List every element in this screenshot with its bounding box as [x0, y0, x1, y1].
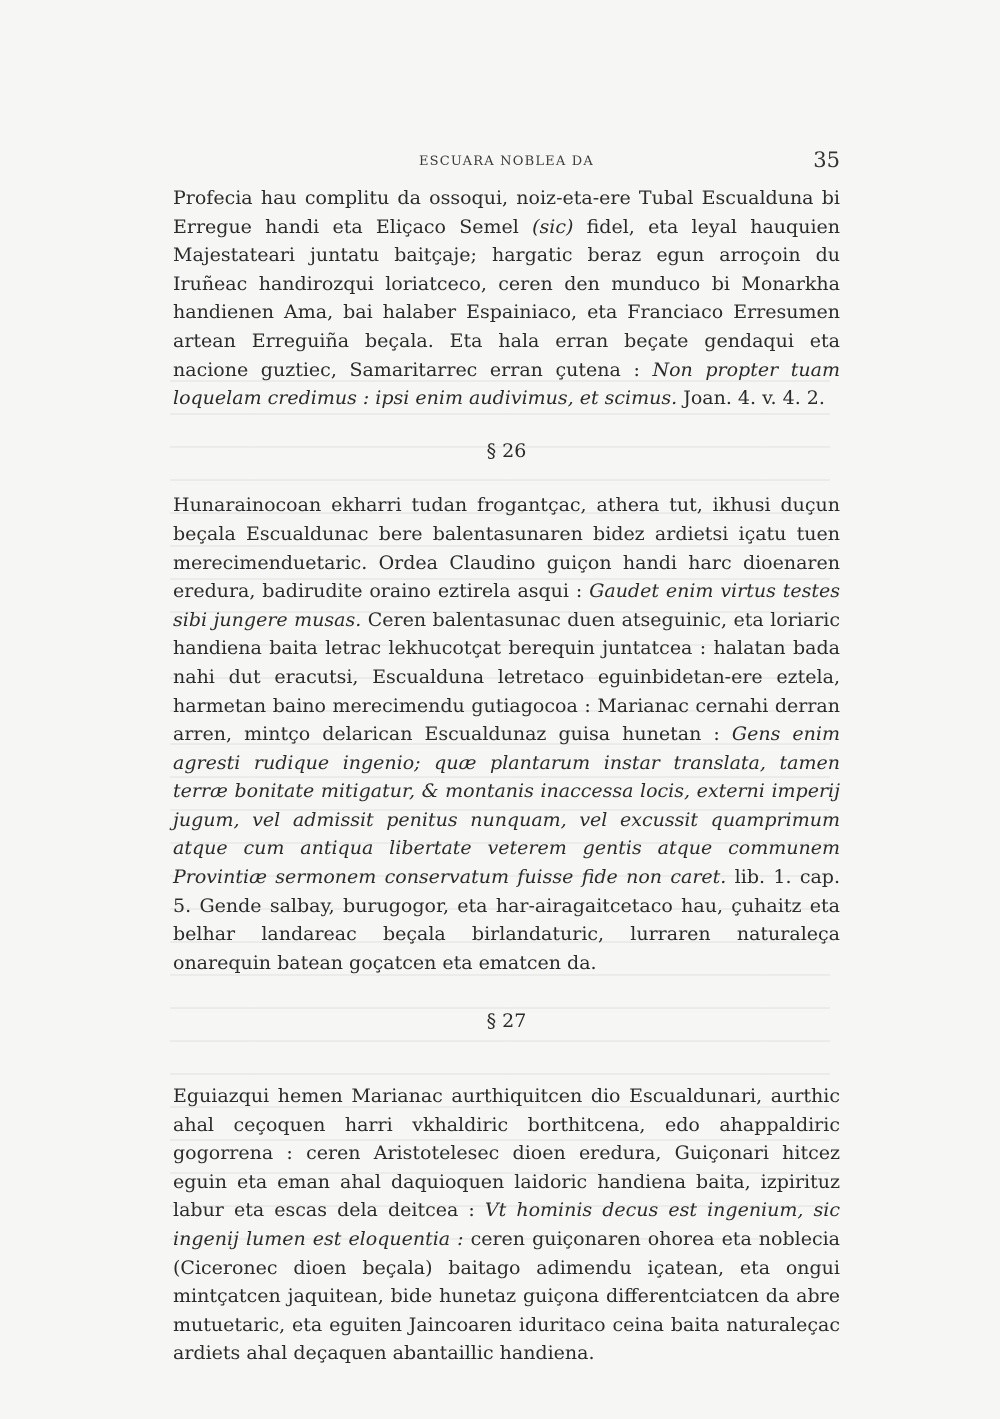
paragraph-2 — [173, 491, 840, 977]
paragraph-3-text-b: ceren guiçonaren ohorea eta noblecia (Ciceronec dioen beçala) baitago adimendu içatean, eta ongui mintçatcen jaquitean, bide hunetaz guiçona differentciatcen da abre mutuetaric, eta eguiten Jaincoaren iduritaco ceina baita naturaleçac ardiets ahal deçaquen abantaillic handiena. — [173, 1228, 841, 1365]
paragraph-1-sic: (sic) — [532, 215, 574, 238]
running-head: ESCUARA NOBLEA DA — [418, 154, 595, 169]
paragraph-3-text-a: Eguiazqui hemen Marianac aurthiquitcen dio Escualdunari, aurthic ahal ceçoquen harri vkhaldiric borthitcena, edo ahappaldiric gogorrena : ceren Aristotelesec dioen eredura, Guiçonari hitcez eguin eta eman ahal daquioquen laidoric handiena baita, izpirituz labur eta escas dela deitcea : — [173, 1085, 840, 1222]
paragraph-1 — [173, 184, 840, 413]
paragraph-1-latin-quote: Non propter tuam loquelam credimus : ipsi enim audivimus, et scimus. — [173, 358, 840, 410]
paragraph-3-latin-quote: Vt hominis decus est ingenium, sic ingenij lumen est eloquentia : — [173, 1199, 840, 1250]
page-header — [173, 148, 840, 178]
paragraph-2-latin-quote-1: Gaudet enim virtus testes sibi jungere musas. — [173, 580, 840, 631]
body-text — [173, 184, 840, 1368]
paragraph-2-text-c: lib. 1. cap. 5. Gende salbay, burugogor, eta har-airagaitcetaco hau, çuhaitz eta belhar landareac beçala birlandaturic, lurraren naturaleça onarequin batean goçatcen eta ematcen da. — [173, 866, 840, 974]
paragraph-1-text-c: Joan. 4. v. 4. 2. — [677, 387, 825, 410]
paragraph-2-text-b: Ceren balentasunac duen atseguinic, eta loriaric handiena baita letrac lekhucotçat berequin juntatcea : halatan bada nahi dut eracutsi, Escualduna letretaco eguinbidetan-ere eztela, harmetan baino merecimendu gutiagocoa : Marianac cernahi derran arren, mintço delarican Escualdunaz guisa hunetan : — [173, 608, 840, 746]
paragraph-3 — [173, 1082, 840, 1368]
section-heading-26: § 26 — [486, 439, 527, 462]
paragraph-1-text-b: fidel, eta leyal hauquien Majestateari juntatu baitçaje; hargatic beraz egun arroçoin du Iruñeac handirozqui loriatceco, ceren den munduco bi Monarkha handienen Ama, bai halaber Espainiaco, eta Franciaco Erresumen artean Erreguiña beçala. Eta hala erran beçate gendaqui eta nacione guztiec, Samaritarrec erran çutena : — [173, 215, 841, 381]
section-heading-27: § 27 — [486, 1010, 527, 1033]
paragraph-2-text-a: Hunarainocoan ekharri tudan frogantçac, athera tut, ikhusi duçun beçala Escualdunac bere balentasunaren bidez ardietsi içatu tuen merecimenduetaric. Ordea Claudino guiçon handi harc dioenaren eredura, badirudite oraino eztirela asqui : — [173, 494, 840, 603]
paragraph-1-text-a: Profecia hau complitu da ossoqui, noiz-eta-ere Tubal Escualduna bi Erregue handi eta Eliçaco Semel — [173, 187, 840, 238]
page-number: 35 — [813, 148, 840, 172]
paragraph-2-latin-quote-2: Gens enim agresti rudique ingenio; quæ plantarum instar translata, tamen terræ bonitate mitigatur, & montanis inaccessa locis, externi imperij jugum, vel admissit penitus nunquam, vel excussit quamprimum atque cum antiqua libertate veterem gentis atque communem Provintiæ sermonem conservatum fuisse fide non caret. — [173, 723, 841, 889]
